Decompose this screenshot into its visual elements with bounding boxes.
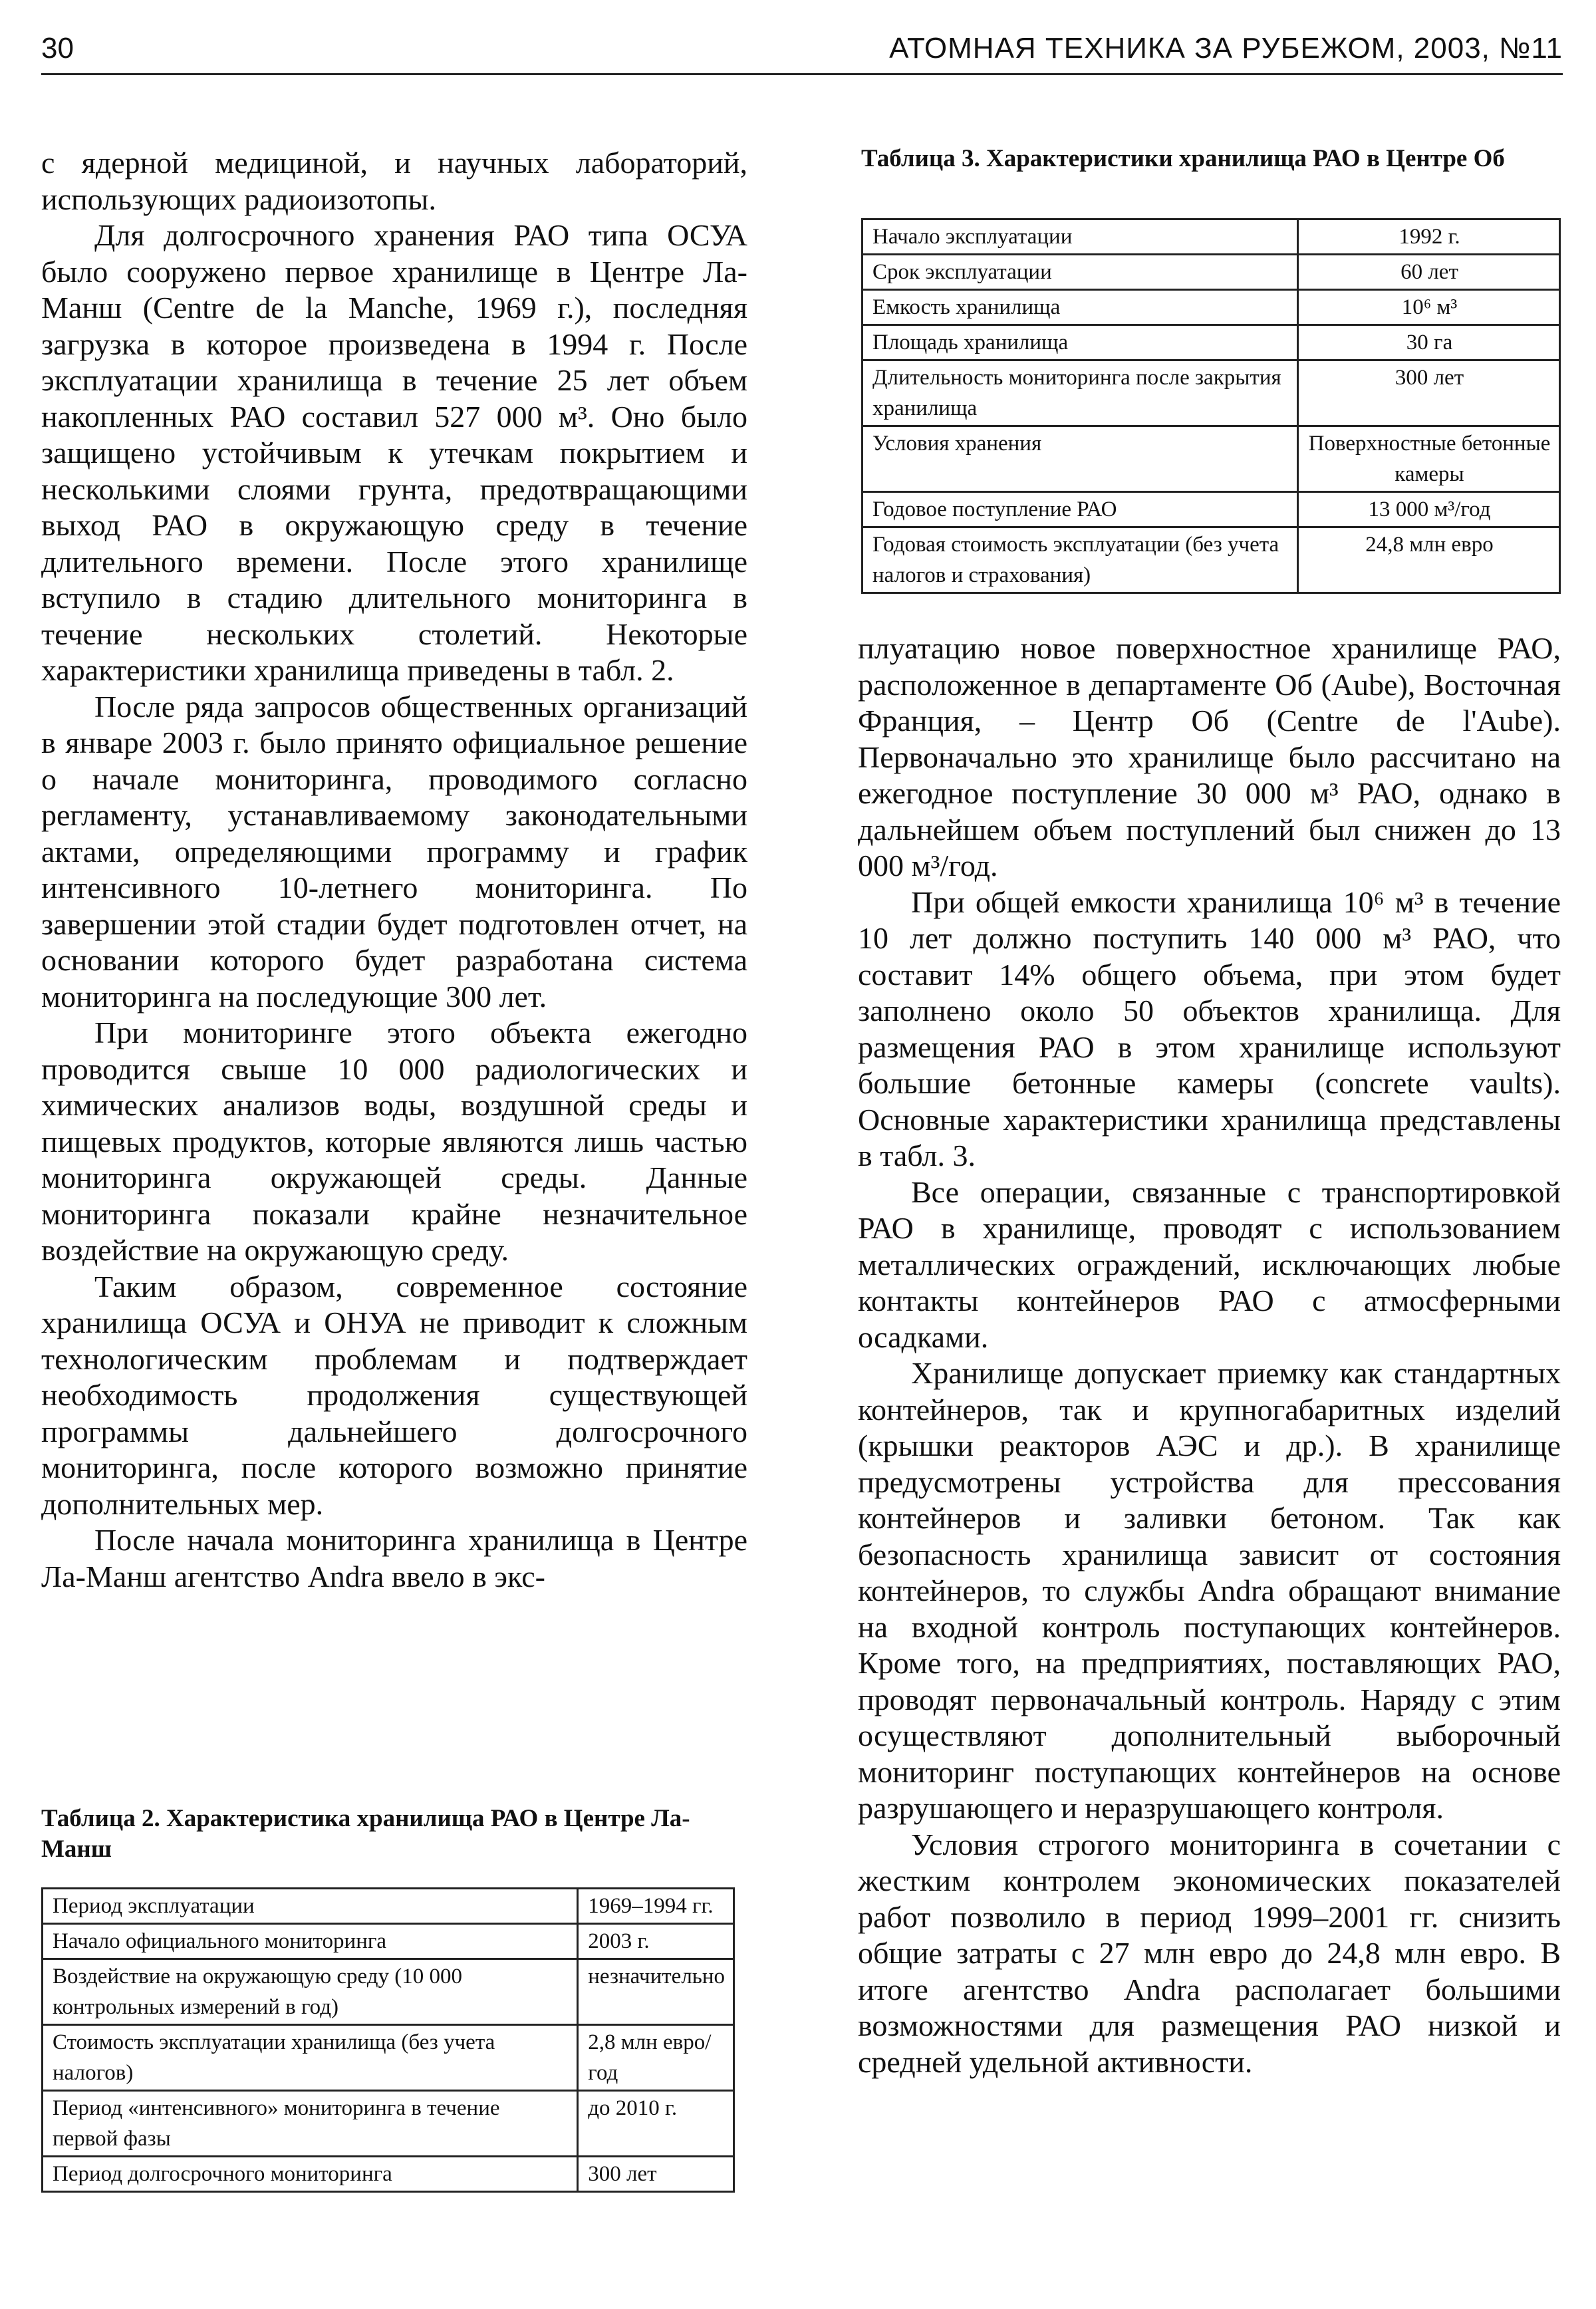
value-cell: 2003 г. [578,1924,734,1959]
paragraph: с ядерной медициной, и научных лабораторий, использующих радиоизотопы. [41,146,747,216]
paragraph: Таким образом, современное состояние хранилища ОСУА и ОНУА не приводит к сложным технологическим проблемам и подтверждает необходимость продолжения существующей программы дальнейшего долгосрочного мониторинга, после которого возможно принятие дополнительных мер. [41,1269,747,1521]
paragraph: Для долгосрочного хранения РАО типа ОСУА было сооружено первое хранилище в Центре Ла-Манш (Centre de la Manche, 1969 г.), последняя загрузка в которое произведена в 1994 г. После эксплуатации хранилища в течение 25 лет объем накопленных РАО составил 527 000 м³. Оно было защищено устойчивым к утечкам покрытием и несколькими слоями грунта, предотвращающими выход РАО в окружающую среду в течение длительного времени. После этого хранилище вступило в стадию длительного мониторинга в течение нескольких столетий. Некоторые характеристики хранилища приведены в табл. 2. [41,218,747,687]
table-row [43,2025,734,2091]
table3 [861,218,1561,594]
table-row [43,1889,734,1924]
table-row [863,527,1560,593]
paragraph: После начала мониторинга хранилища в Центре Ла-Манш агентство Andra ввело в экс- [41,1523,747,1593]
table-row [43,1959,734,2025]
paragraph: При общей емкости хранилища 10⁶ м³ в течение 10 лет должно поступить 140 000 м³ РАО, что составит 14% общего объема, при этом будет заполнено около 50 объектов хранилища. Для размещения РАО в этом хранилище используют большие бетонные камеры (concrete vaults). Основные характеристики хранилища представлены в табл. 3. [858,884,1561,1172]
value-cell: 60 лет [1298,255,1560,290]
value-cell: 13 000 м³/год [1298,492,1560,527]
paragraph: плуатацию новое поверхностное хранилище РАО, расположенное в департаменте Об (Aube), Восточная Франция, – Центр Об (Centre de l'Aube). Первоначально это хранилище было рассчитано на ежегодное поступление 30 000 м³ РАО, однако в дальнейшем объем поступлений был снижен до 13 000 м³/год. [858,631,1561,883]
param-cell: Емкость хранилища [863,290,1298,325]
table-row [43,1924,734,1959]
table2-caption: Таблица 2. Характеристика хранилища РАО в Центре Ла-Манш [41,1805,690,1863]
param-cell: Годовая стоимость эксплуатации (без учета налогов и страхования) [863,527,1298,593]
table-row [43,2091,734,2157]
paragraph: Условия строгого мониторинга в сочетании с жестким контролем экономических показателей работ позволило в период 1999–2001 гг. снизить общие затраты с 27 млн евро до 24,8 млн евро. В итоге агентство Andra располагает большими возможностями для размещения РАО низкой и средней удельной активности. [858,1827,1561,2079]
value-cell: 1969–1994 гг. [578,1889,734,1924]
param-cell: Срок эксплуатации [863,255,1298,290]
table-row [863,219,1560,255]
journal-title: АТОМНАЯ ТЕХНИКА ЗА РУБЕЖОМ, 2003, №11 [889,32,1563,65]
param-cell: Период «интенсивного» мониторинга в течение первой фазы [43,2091,578,2157]
param-cell: Условия хранения [863,426,1298,492]
param-cell: Период эксплуатации [43,1889,578,1924]
table-row [863,325,1560,360]
page-number: 30 [41,32,74,65]
param-cell: Воздействие на окружающую среду (10 000 контрольных измерений в год) [43,1959,578,2025]
table-row [863,360,1560,426]
paragraph: После ряда запросов общественных организаций в январе 2003 г. было принято официальное решение о начале мониторинга, проводимого согласно регламенту, устанавливаемому законодательными актами, определяющими программу и график интенсивного 10-летнего мониторинга. По завершении этой стадии будет подготовлен отчет, на основании которого будет разработана система мониторинга на последующие 300 лет. [41,689,747,1014]
running-header [41,27,1563,75]
value-cell: Поверхностные бетонные камеры [1298,426,1560,492]
param-cell: Площадь хранилища [863,325,1298,360]
value-cell: 1992 г. [1298,219,1560,255]
paragraph: Хранилище допускает приемку как стандартных контейнеров, так и крупногабаритных изделий (крышки реакторов АЭС и др.). В хранилище предусмотрены устройства для прессования контейнеров и заливки бетоном. Так как безопасность хранилища зависит от состояния контейнеров, то службы Andra обращают внимание на входной контроль поступающих контейнеров. Кроме того, на предприятиях, поставляющих РАО, проводят первоначальный контроль. Наряду с этим осуществляют дополнительный выборочный мониторинг поступающих контейнеров на основе разрушающего и неразрушающего контроля. [858,1356,1561,1825]
table-row [863,492,1560,527]
value-cell: 300 лет [578,2157,734,2192]
table-row [863,290,1560,325]
value-cell: 24,8 млн евро [1298,527,1560,593]
table-row [43,2157,734,2192]
value-cell: до 2010 г. [578,2091,734,2157]
right-column [858,630,1561,2080]
param-cell: Период долгосрочного мониторинга [43,2157,578,2192]
value-cell: 30 га [1298,325,1560,360]
param-cell: Годовое поступление РАО [863,492,1298,527]
table-row [863,255,1560,290]
left-column [41,145,747,1595]
table3-caption: Таблица 3. Характеристики хранилища РАО в Центре Об [861,145,1505,172]
value-cell: 300 лет [1298,360,1560,426]
paragraph: Все операции, связанные с транспортировкой РАО в хранилище, проводят с использованием металлических ограждений, исключающих любые контакты контейнеров РАО с атмосферными осадками. [858,1174,1561,1354]
value-cell: 2,8 млн евро/год [578,2025,734,2091]
table2 [41,1887,735,2193]
param-cell: Стоимость эксплуатации хранилища (без учета налогов) [43,2025,578,2091]
param-cell: Начало официального мониторинга [43,1924,578,1959]
table-row [863,426,1560,492]
value-cell: незначительно [578,1959,734,2025]
value-cell: 10⁶ м³ [1298,290,1560,325]
param-cell: Начало эксплуатации [863,219,1298,255]
paragraph: При мониторинге этого объекта ежегодно проводится свыше 10 000 радиологических и химических анализов воды, воздушной среды и пищевых продуктов, которые являются лишь частью мониторинга окружающей среды. Данные мониторинга показали крайне незначительное воздействие на окружающую среду. [41,1016,747,1267]
param-cell: Длительность мониторинга после закрытия хранилища [863,360,1298,426]
